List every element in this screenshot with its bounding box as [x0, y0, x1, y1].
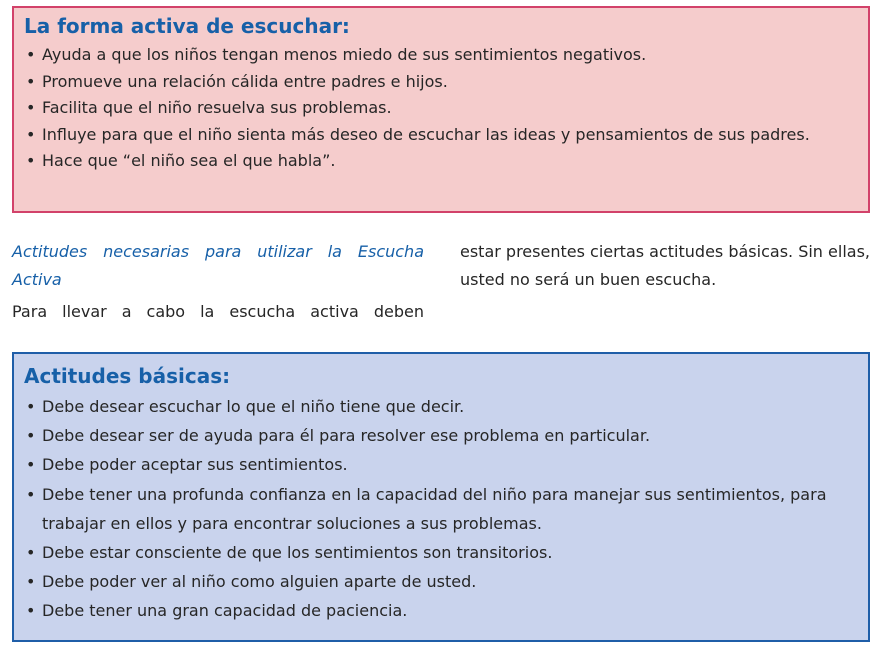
list-item-text: Debe desear ser de ayuda para él para resolver ese problema en particular. [42, 426, 651, 446]
list-item-text: Hace que “el niño sea el que habla”. [42, 151, 336, 170]
list-item-text: Ayuda a que los niños tengan menos miedo de sus sentimientos negativos. [42, 45, 647, 64]
bullet-icon: • [26, 98, 36, 117]
bullet-icon: • [26, 397, 36, 416]
list-item [24, 69, 858, 96]
bullet-icon: • [26, 455, 36, 475]
list-item-text: Debe tener una profunda confianza en la capacidad del niño para manejar sus sentimientos, para trabajar en ellos y para encontrar soluciones a sus problemas. [42, 484, 827, 533]
section-subheading: Actitudes necesarias para utilizar la Escucha Activa [12, 242, 424, 289]
basic-attitudes-box [12, 352, 870, 642]
list-item [24, 450, 858, 479]
list-item [24, 122, 858, 149]
basic-attitudes-title: Actitudes básicas: [24, 364, 231, 388]
list-item [24, 567, 858, 596]
left-column [12, 238, 424, 326]
list-item [24, 421, 858, 450]
bullet-icon: • [26, 484, 36, 504]
list-item-text: Influye para que el niño sienta más deseo de escuchar las ideas y pensamientos de sus padres. [42, 124, 810, 144]
listening-benefits-list [24, 42, 858, 175]
bullet-icon: • [26, 71, 36, 91]
list-item [24, 392, 858, 421]
list-item-text: Debe estar consciente de que los sentimientos son transitorios. [42, 543, 553, 563]
bullet-icon: • [26, 543, 36, 563]
bullet-icon: • [26, 601, 36, 621]
list-item-text: Facilita que el niño resuelva sus problemas. [42, 98, 392, 117]
list-item-text: Debe poder aceptar sus sentimientos. [42, 455, 348, 475]
listening-benefits-box [12, 6, 870, 213]
listening-benefits-title: La forma activa de escuchar: [24, 14, 350, 38]
bullet-icon: • [26, 572, 36, 592]
bullet-icon: • [26, 426, 36, 446]
list-item-text: Debe desear escuchar lo que el niño tiene que decir. [42, 397, 465, 416]
right-column [460, 238, 870, 294]
list-item-text: Promueve una relación cálida entre padres e hijos. [42, 71, 448, 91]
basic-attitudes-list [24, 392, 858, 626]
list-item [24, 95, 858, 122]
list-item [24, 596, 858, 625]
list-item-text: Debe poder ver al niño como alguien aparte de usted. [42, 572, 477, 592]
paragraph-right: estar presentes ciertas actitudes básicas. Sin ellas, usted no será un buen escucha. [460, 242, 870, 289]
bullet-icon: • [26, 124, 36, 144]
list-item [24, 42, 858, 69]
list-item-text: Debe tener una gran capacidad de paciencia. [42, 601, 408, 621]
bullet-icon: • [26, 45, 36, 64]
paragraph-left: Para llevar a cabo la escucha activa deben [12, 302, 424, 321]
list-item [24, 538, 858, 567]
bullet-icon: • [26, 151, 36, 170]
list-item [24, 480, 858, 538]
list-item [24, 148, 858, 175]
